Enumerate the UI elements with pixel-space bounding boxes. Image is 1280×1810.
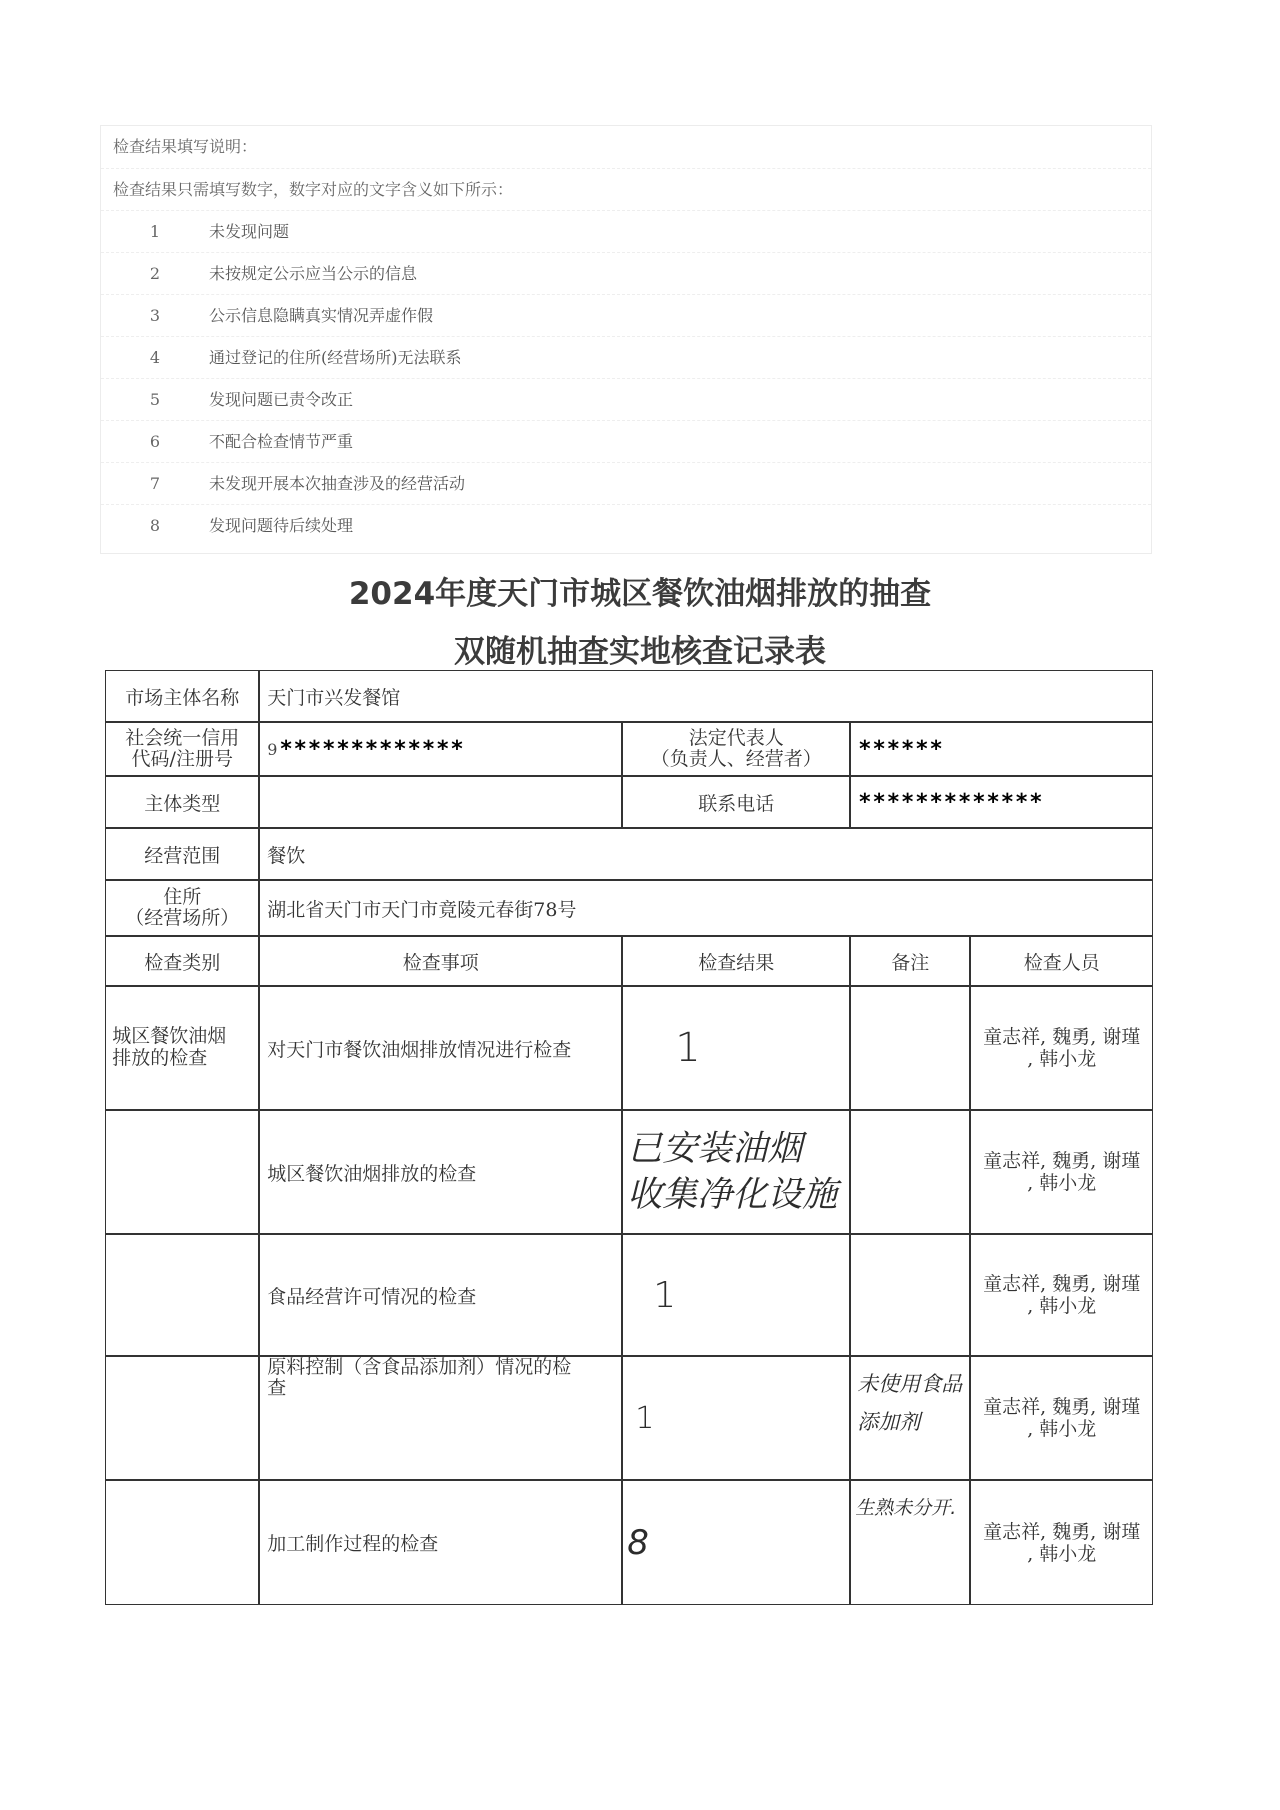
- legend-item: 4 通过登记的住所(经营场所)无法联系: [101, 336, 1151, 379]
- header-remark: 备注: [850, 936, 970, 986]
- inspection-record-form: [106, 671, 1154, 1606]
- credit-code-label: 社会统一信用 代码/注册号: [105, 722, 259, 776]
- header-inspector: 检查人员: [970, 936, 1153, 986]
- address-value: 湖北省天门市天门市竟陵元春街78号: [259, 880, 1153, 936]
- row-inspectors: 童志祥, 魏勇, 谢瑾 , 韩小龙: [970, 1110, 1153, 1234]
- legend-heading: 检查结果填写说明：: [113, 137, 258, 156]
- entity-name-label: 市场主体名称: [105, 670, 259, 722]
- row-result: 1: [622, 1356, 850, 1480]
- legend-item: 2 未按规定公示应当公示的信息: [101, 252, 1151, 295]
- row-item: 原料控制（含食品添加剂）情况的检 查: [259, 1356, 622, 1480]
- legend-item: 6 不配合检查情节严重: [101, 420, 1151, 463]
- row-remark: 未使用食品 添加剂: [850, 1356, 970, 1480]
- legend-item: 3 公示信息隐瞒真实情况弄虚作假: [101, 294, 1151, 337]
- result-legend: [100, 125, 1152, 554]
- row-remark: [850, 1234, 970, 1356]
- row-result: 8: [622, 1480, 850, 1605]
- row-inspectors: 童志祥, 魏勇, 谢瑾 , 韩小龙: [970, 1480, 1153, 1605]
- legal-rep-label: 法定代表人 （负责人、经营者）: [622, 722, 850, 776]
- legend-item: 7 未发现开展本次抽查涉及的经营活动: [101, 462, 1151, 505]
- row-item: 城区餐饮油烟排放的检查: [259, 1110, 622, 1234]
- credit-code-value: 9 *************: [259, 722, 622, 776]
- row-remark: 生熟未分开.: [850, 1480, 970, 1605]
- header-category: 检查类别: [105, 936, 259, 986]
- row-remark: [850, 1110, 970, 1234]
- scope-value: 餐饮: [259, 828, 1153, 880]
- legend-item: 5 发现问题已责令改正: [101, 378, 1151, 421]
- scope-label: 经营范围: [105, 828, 259, 880]
- document-subtitle: 双随机抽查实地核查记录表: [454, 634, 826, 670]
- row-inspectors: 童志祥, 魏勇, 谢瑾 , 韩小龙: [970, 1234, 1153, 1356]
- row-item: 食品经营许可情况的检查: [259, 1234, 622, 1356]
- document-title: 2024年度天门市城区餐饮油烟排放的抽查: [348, 576, 932, 612]
- legend-subheading: 检查结果只需填写数字，数字对应的文字含义如下所示：: [101, 168, 1151, 211]
- entity-name-value: 天门市兴发餐馆: [259, 670, 1153, 722]
- legend-item: 8 发现问题待后续处理: [101, 504, 1151, 547]
- row-item: 对天门市餐饮油烟排放情况进行检查: [259, 986, 622, 1110]
- phone-value: *************: [850, 776, 1153, 828]
- address-label: 住所 （经营场所）: [105, 880, 259, 936]
- row-result: 1: [622, 1234, 850, 1356]
- row-category: [105, 1234, 259, 1356]
- legend-item: 1 未发现问题: [101, 210, 1151, 253]
- header-result: 检查结果: [622, 936, 850, 986]
- row-item: 加工制作过程的检查: [259, 1480, 622, 1605]
- phone-label: 联系电话: [622, 776, 850, 828]
- entity-type-value: [259, 776, 622, 828]
- row-result: 1: [622, 986, 850, 1110]
- row-category: [105, 1356, 259, 1480]
- row-category: 城区餐饮油烟 排放的检查: [105, 986, 259, 1110]
- entity-type-label: 主体类型: [105, 776, 259, 828]
- row-result: 已安装油烟 收集净化设施: [622, 1110, 850, 1234]
- row-category: [105, 1110, 259, 1234]
- row-inspectors: 童志祥, 魏勇, 谢瑾 , 韩小龙: [970, 1356, 1153, 1480]
- legal-rep-value: ******: [850, 722, 1153, 776]
- header-item: 检查事项: [259, 936, 622, 986]
- row-remark: [850, 986, 970, 1110]
- row-category: [105, 1480, 259, 1605]
- row-inspectors: 童志祥, 魏勇, 谢瑾 , 韩小龙: [970, 986, 1153, 1110]
